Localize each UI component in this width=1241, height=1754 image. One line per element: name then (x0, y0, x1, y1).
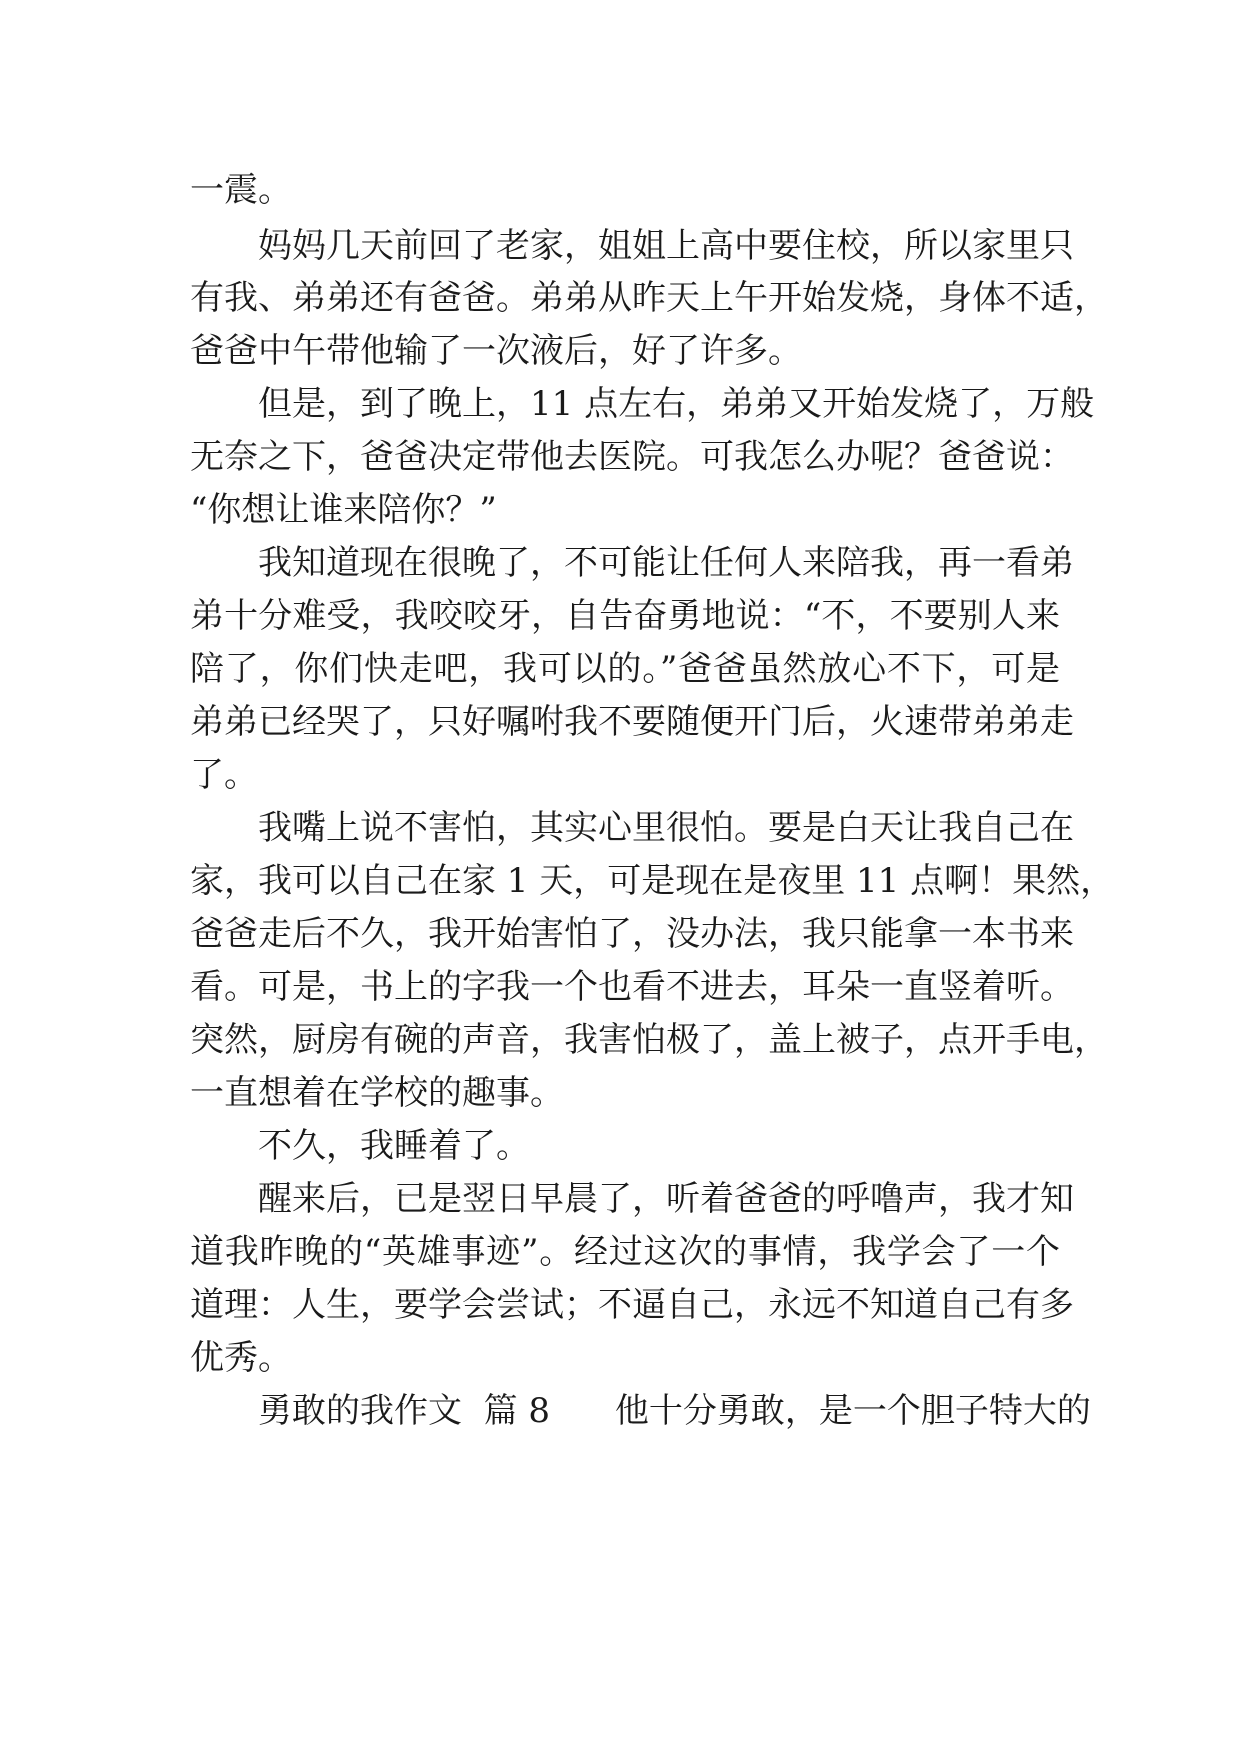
text-line: 爸爸中午带他输了一次液后，好了许多。 (190, 331, 802, 371)
text-line: 看。可是，书上的字我一个也看不进去，耳朵一直竖着听。 (190, 967, 1074, 1007)
text-line: 有我、弟弟还有爸爸。弟弟从昨天上午开始发烧，身体不适， (190, 278, 1108, 318)
paragraph-start-line: 我知道现在很晚了，不可能让任何人来陪我，再一看弟 (258, 543, 1074, 583)
text-line: “你想让谁来陪你？” (190, 490, 497, 530)
paragraph-start-line: 我嘴上说不害怕，其实心里很怕。要是白天让我自己在 (258, 808, 1074, 848)
section-heading-line: 勇敢的我作文 篇 8 他十分勇敢，是一个胆子特大的 (258, 1391, 1091, 1431)
text-line: 优秀。 (190, 1338, 292, 1378)
paragraph-start-line: 不久，我睡着了。 (258, 1126, 530, 1166)
text-line: 道我昨晚的“英雄事迹”。经过这次的事情，我学会了一个 (190, 1232, 1060, 1272)
text-line: 无奈之下，爸爸决定带他去医院。可我怎么办呢？爸爸说： (190, 437, 1074, 477)
text-line: 一震。 (190, 170, 292, 210)
paragraph-start-line: 妈妈几天前回了老家，姐姐上高中要住校，所以家里只 (258, 226, 1074, 266)
paragraph-start-line: 但是，到了晚上，11 点左右，弟弟又开始发烧了，万般 (258, 384, 1095, 424)
text-line: 弟十分难受，我咬咬牙，自告奋勇地说：“不，不要别人来 (190, 596, 1060, 636)
text-line: 陪了，你们快走吧，我可以的。”爸爸虽然放心不下，可是 (190, 649, 1060, 689)
text-line: 家，我可以自己在家 1 天，可是现在是夜里 11 点啊！果然， (190, 861, 1115, 901)
text-line: 突然，厨房有碗的声音，我害怕极了，盖上被子，点开手电， (190, 1020, 1108, 1060)
paragraph-start-line: 醒来后，已是翌日早晨了，听着爸爸的呼噜声，我才知 (258, 1179, 1074, 1219)
text-line: 了。 (190, 755, 258, 795)
text-line: 爸爸走后不久，我开始害怕了，没办法，我只能拿一本书来 (190, 914, 1074, 954)
text-line: 弟弟已经哭了，只好嘱咐我不要随便开门后，火速带弟弟走 (190, 702, 1074, 742)
text-line: 道理：人生，要学会尝试；不逼自己，永远不知道自己有多 (190, 1285, 1074, 1325)
text-line: 一直想着在学校的趣事。 (190, 1073, 564, 1113)
